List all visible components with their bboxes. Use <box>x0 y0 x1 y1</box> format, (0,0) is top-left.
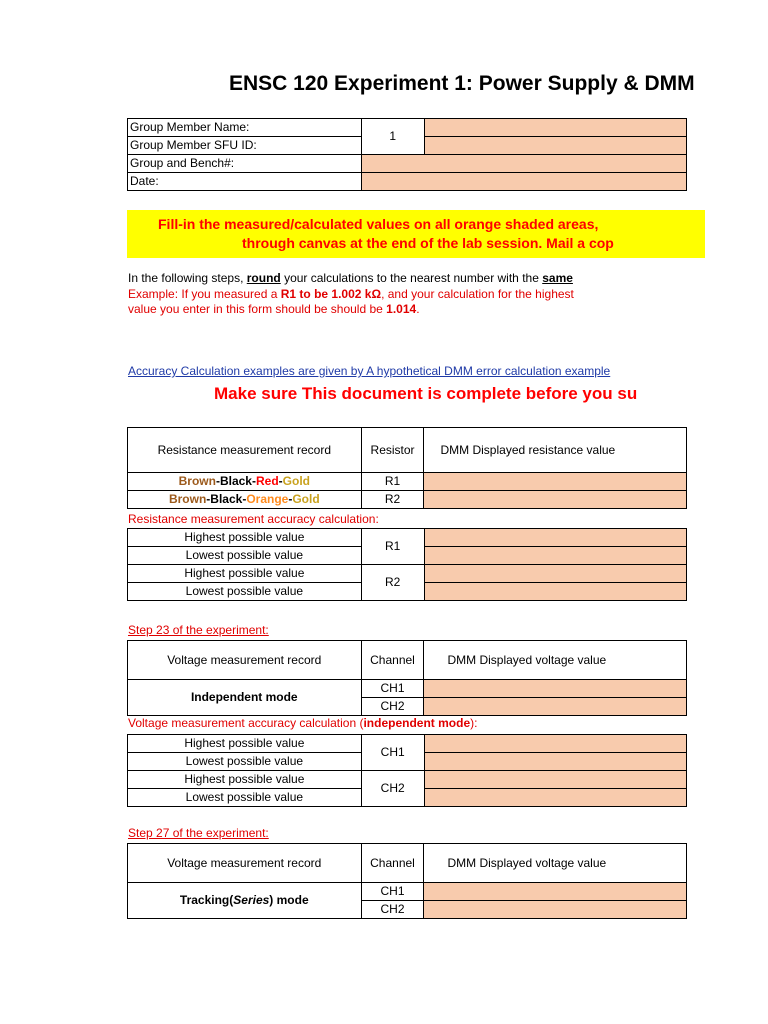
instruction-r1: R1 to be 1.002 kΩ <box>280 287 382 301</box>
label-member-name: Group Member Name: <box>128 119 362 137</box>
input-ch2-lowest[interactable] <box>424 789 686 807</box>
accuracy-row-label: Lowest possible value <box>128 753 362 771</box>
input-member-id[interactable] <box>424 137 686 155</box>
accuracy-examples-link[interactable]: Accuracy Calculation examples are given by A hypothetical DMM error calculation example <box>128 364 611 378</box>
input-ch1-lowest[interactable] <box>424 753 686 771</box>
instruction-line-3 <box>128 302 420 316</box>
input-r1-lowest[interactable] <box>424 547 686 565</box>
accuracy-channel-ch1: CH1 <box>361 735 424 771</box>
resistance-header-resistor: Resistor <box>361 428 424 473</box>
resistor-color-code-r1: Brown-Black-Red-Gold <box>128 473 362 491</box>
accuracy-row-label: Highest possible value <box>128 735 362 753</box>
accuracy-row-label: Lowest possible value <box>128 547 362 565</box>
accuracy-label-text: Voltage measurement accuracy calculation ( <box>128 716 364 730</box>
instruction-text: value you enter in this form should be should be <box>128 302 387 316</box>
voltage-header-record: Voltage measurement record <box>128 641 362 680</box>
input-date[interactable] <box>361 173 686 191</box>
page-title: ENSC 120 Experiment 1: Power Supply & DMM <box>229 72 695 95</box>
accuracy-resistor-r2: R2 <box>361 565 424 601</box>
accuracy-channel-ch2: CH2 <box>361 771 424 807</box>
resistance-header-record: Resistance measurement record <box>128 428 362 473</box>
label-member-id: Group Member SFU ID: <box>128 137 362 155</box>
accuracy-row-label: Lowest possible value <box>128 583 362 601</box>
accuracy-row-label: Highest possible value <box>128 771 362 789</box>
instruction-text: Example: If you measured a <box>128 287 281 301</box>
instruction-text: . <box>416 302 420 316</box>
instruction-text: , and your calculation for the highest <box>381 287 574 301</box>
resistor-label-r2: R2 <box>361 491 424 509</box>
instruction-banner <box>127 210 705 258</box>
step23-label: Step 23 of the experiment: <box>128 623 269 637</box>
input-group-bench[interactable] <box>361 155 686 173</box>
input-ch1-highest[interactable] <box>424 735 686 753</box>
voltage-header-value: DMM Displayed voltage value <box>424 641 687 680</box>
step23-voltage-table <box>127 640 687 716</box>
accuracy-label-mode: independent mode <box>363 716 471 730</box>
input-member-name[interactable] <box>424 119 686 137</box>
member-index: 1 <box>361 119 424 155</box>
label-group-bench: Group and Bench#: <box>128 155 362 173</box>
resistor-color-code-r2: Brown-Black-Orange-Gold <box>128 491 362 509</box>
input-r2-highest[interactable] <box>424 565 686 583</box>
independent-mode-label: Independent mode <box>128 680 362 716</box>
label-date: Date: <box>128 173 362 191</box>
accuracy-row-label: Highest possible value <box>128 565 362 583</box>
voltage-accuracy-table <box>127 734 687 807</box>
complete-notice: Make sure This document is complete before you su <box>214 384 638 403</box>
input-r2-lowest[interactable] <box>424 583 686 601</box>
banner-line-2: through canvas at the end of the lab session. Mail a cop <box>242 235 614 251</box>
channel-ch1: CH1 <box>361 680 424 698</box>
channel-ch2: CH2 <box>361 698 424 716</box>
voltage-header-channel: Channel <box>361 641 424 680</box>
input-r1-value[interactable] <box>424 473 687 491</box>
resistance-header-value: DMM Displayed resistance value <box>424 428 687 473</box>
accuracy-resistor-r1: R1 <box>361 529 424 565</box>
instruction-line-2 <box>128 287 574 301</box>
resistor-label-r1: R1 <box>361 473 424 491</box>
accuracy-label-text: ): <box>470 716 478 730</box>
channel-ch2: CH2 <box>361 901 424 919</box>
resistance-accuracy-label: Resistance measurement accuracy calculation: <box>128 512 379 526</box>
instruction-same: same <box>542 271 573 285</box>
instruction-text: In the following steps, <box>128 271 247 285</box>
input-r1-highest[interactable] <box>424 529 686 547</box>
step27-label: Step 27 of the experiment: <box>128 826 269 840</box>
input-tracking-ch2-voltage[interactable] <box>424 901 687 919</box>
instruction-value: 1.014 <box>386 302 417 316</box>
voltage-header-channel: Channel <box>361 844 424 883</box>
banner-line-1: Fill-in the measured/calculated values on all orange shaded areas, <box>158 216 599 232</box>
instruction-round: round <box>246 271 281 285</box>
instruction-text: your calculations to the nearest number with the <box>280 271 543 285</box>
voltage-header-value: DMM Displayed voltage value <box>424 844 687 883</box>
input-ch2-voltage[interactable] <box>424 698 687 716</box>
input-r2-value[interactable] <box>424 491 687 509</box>
group-info-table <box>127 118 687 191</box>
voltage-header-record: Voltage measurement record <box>128 844 362 883</box>
input-ch1-voltage[interactable] <box>424 680 687 698</box>
channel-ch1: CH1 <box>361 883 424 901</box>
voltage-accuracy-label <box>128 716 477 730</box>
input-tracking-ch1-voltage[interactable] <box>424 883 687 901</box>
instruction-line-1 <box>128 271 573 285</box>
tracking-mode-label: Tracking(Series) mode <box>128 883 362 919</box>
step27-voltage-table <box>127 843 687 919</box>
resistance-table <box>127 427 687 509</box>
accuracy-row-label: Highest possible value <box>128 529 362 547</box>
resistance-accuracy-table <box>127 528 687 601</box>
input-ch2-highest[interactable] <box>424 771 686 789</box>
accuracy-row-label: Lowest possible value <box>128 789 362 807</box>
